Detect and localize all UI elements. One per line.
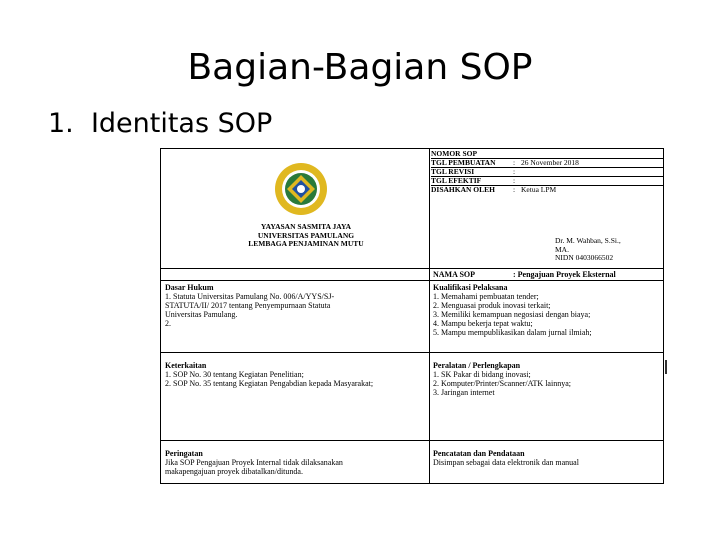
list-item: 1. Statuta Universitas Pamulang No. 006/A/YYS/SJ- [165,292,335,301]
organization-name [221,223,391,249]
list-item: 1. SOP No. 30 tentang Kegiatan Penelitian; [165,370,304,379]
list-item: 2. Menguasai produk inovasi terkait; [433,301,551,310]
list-item: 2. Komputer/Printer/Scanner/ATK lainnya; [433,379,571,388]
list-item: Disimpan sebagai data elektronik dan manual [433,458,579,467]
nama-sop-value: : Pengajuan Proyek Eksternal [513,270,616,279]
section-title: Keterkaitan [165,361,207,370]
header-row [431,186,663,194]
header-key: DISAHKAN OLEH [431,185,495,194]
university-logo-icon [273,161,329,217]
header-key: TGL PEMBUATAN [431,158,496,167]
list-item: 1. Memahami pembuatan tender; [433,292,539,301]
header-colon: : [513,158,516,167]
section-title: Pencatatan dan Pendataan [433,449,525,458]
header-key: TGL REVISI [431,167,475,176]
section-title: Peringatan [165,449,203,458]
peringatan-section [165,449,427,476]
body-divider [429,269,430,483]
signatory-block [555,237,621,263]
org-line: UNIVERSITAS PAMULANG [257,230,355,240]
header-colon [513,150,521,158]
list-item: 3. Jaringan internet [433,388,495,397]
peralatan-section [433,361,663,397]
header-value [521,168,663,176]
section-title: Peralatan / Perlengkapan [433,361,521,370]
list-item: 2. [165,319,171,328]
header-divider [429,149,430,269]
list-item: 3. Memiliki kemampuan negosiasi dengan biaya; [433,310,591,319]
header-value [521,177,663,185]
bullet-item [48,104,272,144]
org-line: YAYASAN SASMITA JAYA [260,222,352,231]
dasar-hukum-section [165,283,427,328]
header-colon: : [513,176,516,185]
pencatatan-section [433,449,663,467]
list-item: 5. Mampu mempublikasikan dalam jurnal ilmiah; [433,328,592,337]
list-item: Universitas Pamulang. [165,310,238,319]
list-item: 4. Mampu bekerja tepat waktu; [433,319,533,328]
signatory-line: Dr. M. Wahban, S.Si., [555,236,621,245]
header-value [521,150,663,158]
sop-identity-document [160,148,664,484]
section-title: Kualifikasi Pelaksana [433,283,508,292]
list-item: STATUTA/II/ 2017 tentang Penyempurnaan Statuta [165,301,331,310]
kualifikasi-section [433,283,663,337]
scan-artifact [665,360,667,374]
keterkaitan-section [165,361,427,388]
list-item: 2. SOP No. 35 tentang Kegiatan Pengabdian kepada Masyarakat; [165,379,374,388]
header-colon: : [513,167,516,176]
header-colon: : [513,185,516,194]
signatory-line: NIDN 0403066502 [555,253,614,262]
org-line: LEMBAGA PENJAMINAN MUTU [248,239,364,248]
section-title: Dasar Hukum [165,283,214,292]
bullet-text: Identitas SOP [90,108,273,139]
list-item: makapengajuan proyek dibatalkan/ditunda. [165,467,303,476]
sop-header-table [431,150,663,194]
list-item: 1. SK Pakar di bidang inovasi; [433,370,531,379]
signatory-line: MA. [555,244,569,254]
header-value: 26 November 2018 [521,158,579,167]
nama-sop-label: NAMA SOP [433,270,475,279]
bullet-number: 1. [48,108,74,139]
list-item: Jika SOP Pengajuan Proyek Internal tidak dilaksanakan [165,458,343,467]
header-key: NOMOR SOP [431,149,478,158]
header-value: Ketua LPM [521,185,557,194]
slide-title: Bagian-Bagian SOP [187,47,533,88]
header-key: TGL EFEKTIF [431,176,482,185]
